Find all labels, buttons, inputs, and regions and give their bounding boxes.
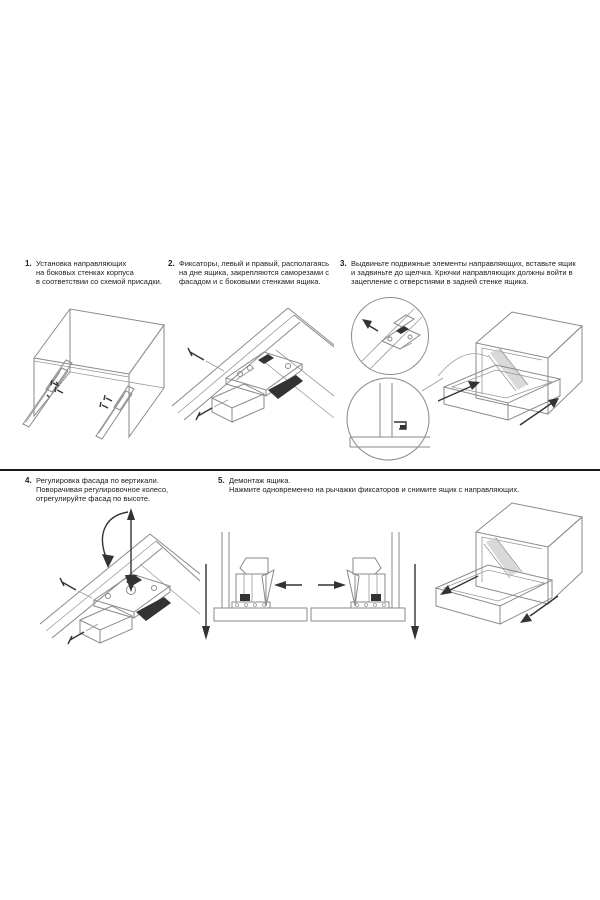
step-2-line-3: фасадом и с боковыми стенками ящика. [179, 277, 321, 286]
step-4-line-1: Регулировка фасада по вертикали. [36, 476, 159, 485]
step-5-line-2: Нажмите одновременно на рычажки фиксаторов и снимите ящик с направляющих. [229, 485, 520, 494]
section-divider [0, 469, 600, 471]
step-4-line-2: Поворачивая регулировочное колесо, [36, 485, 169, 494]
step-1-line-2: на боковых стенках корпуса [36, 268, 134, 277]
fixator-lever-right [347, 558, 389, 608]
drawer-removal-figure [420, 494, 592, 656]
step-4 [25, 476, 207, 503]
step-1-line-1: Установка направляющих [36, 259, 127, 268]
detail-callout-circles-figure [338, 295, 443, 465]
step-4-text [36, 476, 168, 503]
cabinet-with-slides-figure [16, 296, 176, 464]
step-3-text [351, 259, 576, 286]
step-2-number: 2. [168, 259, 175, 268]
adjustment-diagram [28, 502, 203, 650]
step-4-line-3: отрегулируйте фасад по высоте. [36, 494, 151, 503]
step-5-line-1: Демонтаж ящика. [229, 476, 291, 485]
cabinet-diagram [16, 296, 176, 464]
step-5-number: 5. [218, 476, 225, 485]
fixator-diagram [170, 298, 335, 463]
step-1 [25, 259, 170, 286]
step-3-line-2: и задвиньте до щелчка. Крючки направляющих должны войти в [351, 268, 573, 277]
step-4-number: 4. [25, 476, 32, 485]
step-3-number: 3. [340, 259, 347, 268]
fixator-corner-figure [170, 298, 335, 463]
fixator-lever-left [232, 558, 274, 608]
step-1-text [36, 259, 162, 286]
step-5-text [229, 476, 519, 494]
step-1-line-3: в соответствии со схемой присадки. [36, 277, 162, 286]
latch-release-diagram [196, 528, 424, 648]
drawer-insert-figure [438, 297, 593, 462]
step-2-line-2: на дне ящика, закрепляются саморезами с [179, 268, 330, 277]
drawer-insert-diagram [438, 297, 593, 462]
step-3-line-3: зацепление с отверстиями в задней стенке ящика. [351, 277, 529, 286]
step-5 [218, 476, 590, 494]
vertical-adjustment-figure [28, 502, 203, 650]
drawer-removal-diagram [420, 494, 592, 656]
callout-circles-diagram [338, 295, 443, 465]
step-3 [340, 259, 592, 286]
step-1-number: 1. [25, 259, 32, 268]
step-3-line-1: Выдвиньте подвижные элементы направляющих, вставьте ящик [351, 259, 576, 268]
step-2-text [179, 259, 329, 286]
latch-release-front-figure [196, 528, 424, 648]
step-2-line-1: Фиксаторы, левый и правый, располагаясь [179, 259, 330, 268]
step-2 [168, 259, 340, 286]
